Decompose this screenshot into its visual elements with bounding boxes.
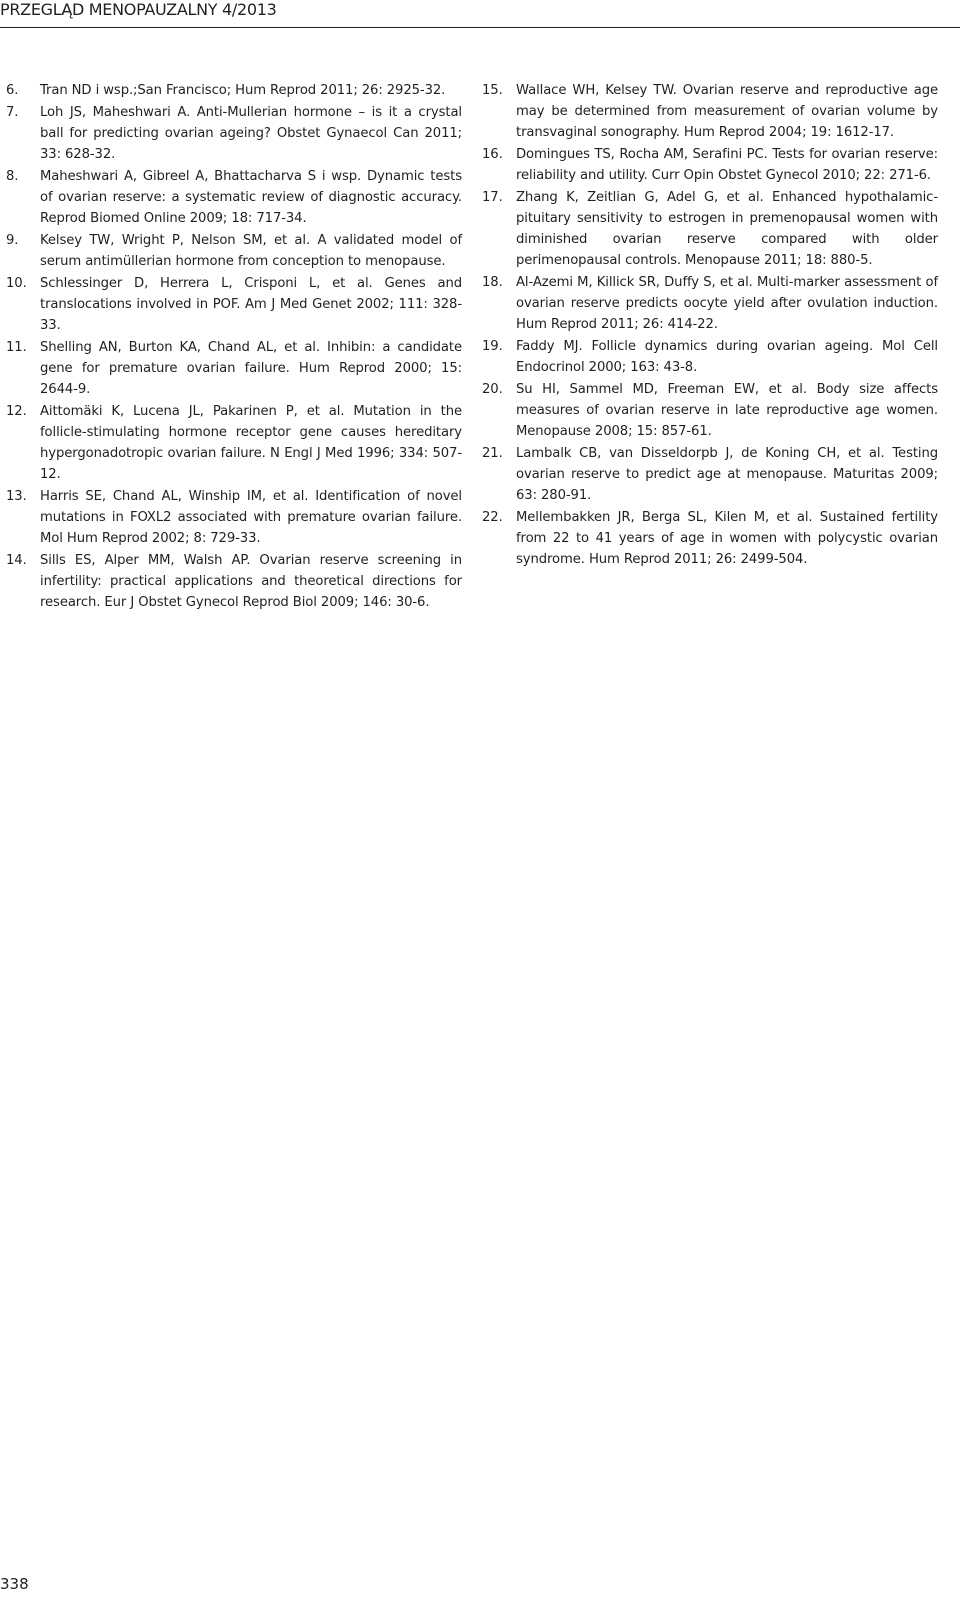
reference-text: Aittomäki K, Lucena JL, Pakarinen P, et al. Mutation in the follicle-stimulating hormone receptor gene causes hereditary hypergonadotropic ovarian failure. N Engl J Med 1996; 334: 507-12. <box>40 404 462 482</box>
reference-item <box>482 379 938 442</box>
reference-text: Loh JS, Maheshwari A. Anti-Mullerian hormone – is it a crystal ball for predicting ovarian ageing? Obstet Gynaecol Can 2011; 33: 628-32. <box>40 105 462 162</box>
reference-text: Su HI, Sammel MD, Freeman EW, et al. Body size affects measures of ovarian reserve in late reproductive age women. Menopause 2008; 15: 857-61. <box>516 382 938 439</box>
reference-item <box>482 507 938 570</box>
reference-item <box>6 273 462 336</box>
reference-number: 21. <box>482 446 503 461</box>
reference-number: 17. <box>482 190 503 205</box>
reference-text: Al-Azemi M, Killick SR, Duffy S, et al. Multi-marker assessment of ovarian reserve predicts oocyte yield after ovulation induction. Hum Reprod 2011; 26: 414-22. <box>516 275 938 332</box>
reference-number: 19. <box>482 339 503 354</box>
reference-number: 8. <box>6 169 19 184</box>
reference-number: 13. <box>6 489 27 504</box>
reference-number: 7. <box>6 105 19 120</box>
reference-number: 16. <box>482 147 503 162</box>
reference-text: Wallace WH, Kelsey TW. Ovarian reserve and reproductive age may be determined from measurement of ovarian volume by transvaginal sonography. Hum Reprod 2004; 19: 1612-17. <box>516 83 938 140</box>
reference-number: 18. <box>482 275 503 290</box>
reference-item <box>482 80 938 143</box>
reference-text: Domingues TS, Rocha AM, Serafini PC. Tests for ovarian reserve: reliability and utility. Curr Opin Obstet Gynecol 2010; 22: 271-6. <box>516 147 938 183</box>
reference-number: 20. <box>482 382 503 397</box>
reference-list-left <box>6 80 462 613</box>
reference-text: Tran ND i wsp.;San Francisco; Hum Reprod 2011; 26: 2925-32. <box>40 83 446 98</box>
reference-text: Schlessinger D, Herrera L, Crisponi L, et al. Genes and translocations involved in POF. Am J Med Genet 2002; 111: 328-33. <box>40 276 462 333</box>
reference-number: 9. <box>6 233 19 248</box>
reference-text: Maheshwari A, Gibreel A, Bhattacharva S i wsp. Dynamic tests of ovarian reserve: a systematic review of diagnostic accuracy. Reprod Biomed Online 2009; 18: 717-34. <box>40 169 462 226</box>
reference-item <box>6 80 462 101</box>
reference-item <box>482 144 938 186</box>
reference-text: Mellembakken JR, Berga SL, Kilen M, et al. Sustained fertility from 22 to 41 years of age in women with polycystic ovarian syndrome. Hum Reprod 2011; 26: 2499-504. <box>516 510 938 567</box>
header-rule <box>0 27 960 28</box>
reference-text: Zhang K, Zeitlian G, Adel G, et al. Enhanced hypothalamic-pituitary sensitivity to estrogen in premenopausal women with diminished ovarian reserve compared with older perimenopausal controls. Menopause 2011; 18: 880-5. <box>516 190 938 268</box>
reference-list-right <box>482 80 938 570</box>
reference-number: 12. <box>6 404 27 419</box>
reference-number: 14. <box>6 553 27 568</box>
reference-item <box>6 401 462 485</box>
reference-item <box>6 337 462 400</box>
reference-item <box>6 230 462 272</box>
reference-number: 6. <box>6 83 19 98</box>
page-number: 338 <box>0 1575 29 1593</box>
reference-item <box>482 336 938 378</box>
reference-item <box>482 187 938 271</box>
journal-header <box>0 0 960 30</box>
reference-text: Kelsey TW, Wright P, Nelson SM, et al. A validated model of serum antimüllerian hormone from conception to menopause. <box>40 233 462 269</box>
reference-item <box>482 443 938 506</box>
reference-item <box>6 102 462 165</box>
reference-text: Harris SE, Chand AL, Winship IM, et al. Identification of novel mutations in FOXL2 associated with premature ovarian failure. Mol Hum Reprod 2002; 8: 729-33. <box>40 489 462 546</box>
reference-text: Shelling AN, Burton KA, Chand AL, et al. Inhibin: a candidate gene for premature ovarian failure. Hum Reprod 2000; 15: 2644-9. <box>40 340 462 397</box>
reference-item <box>6 166 462 229</box>
reference-item <box>6 486 462 549</box>
reference-text: Sills ES, Alper MM, Walsh AP. Ovarian reserve screening in infertility: practical applications and theoretical directions for research. Eur J Obstet Gynecol Reprod Biol 2009; 146: 30-6. <box>40 553 462 610</box>
reference-text: Faddy MJ. Follicle dynamics during ovarian ageing. Mol Cell Endocrinol 2000; 163: 43-8. <box>516 339 938 375</box>
reference-number: 10. <box>6 276 27 291</box>
journal-title: PRZEGLĄD MENOPAUZALNY 4/2013 <box>0 0 277 19</box>
reference-item <box>6 550 462 613</box>
reference-number: 22. <box>482 510 503 525</box>
reference-number: 15. <box>482 83 503 98</box>
reference-item <box>482 272 938 335</box>
reference-text: Lambalk CB, van Disseldorpb J, de Koning CH, et al. Testing ovarian reserve to predict age at menopause. Maturitas 2009; 63: 280-91. <box>516 446 938 503</box>
reference-number: 11. <box>6 340 27 355</box>
